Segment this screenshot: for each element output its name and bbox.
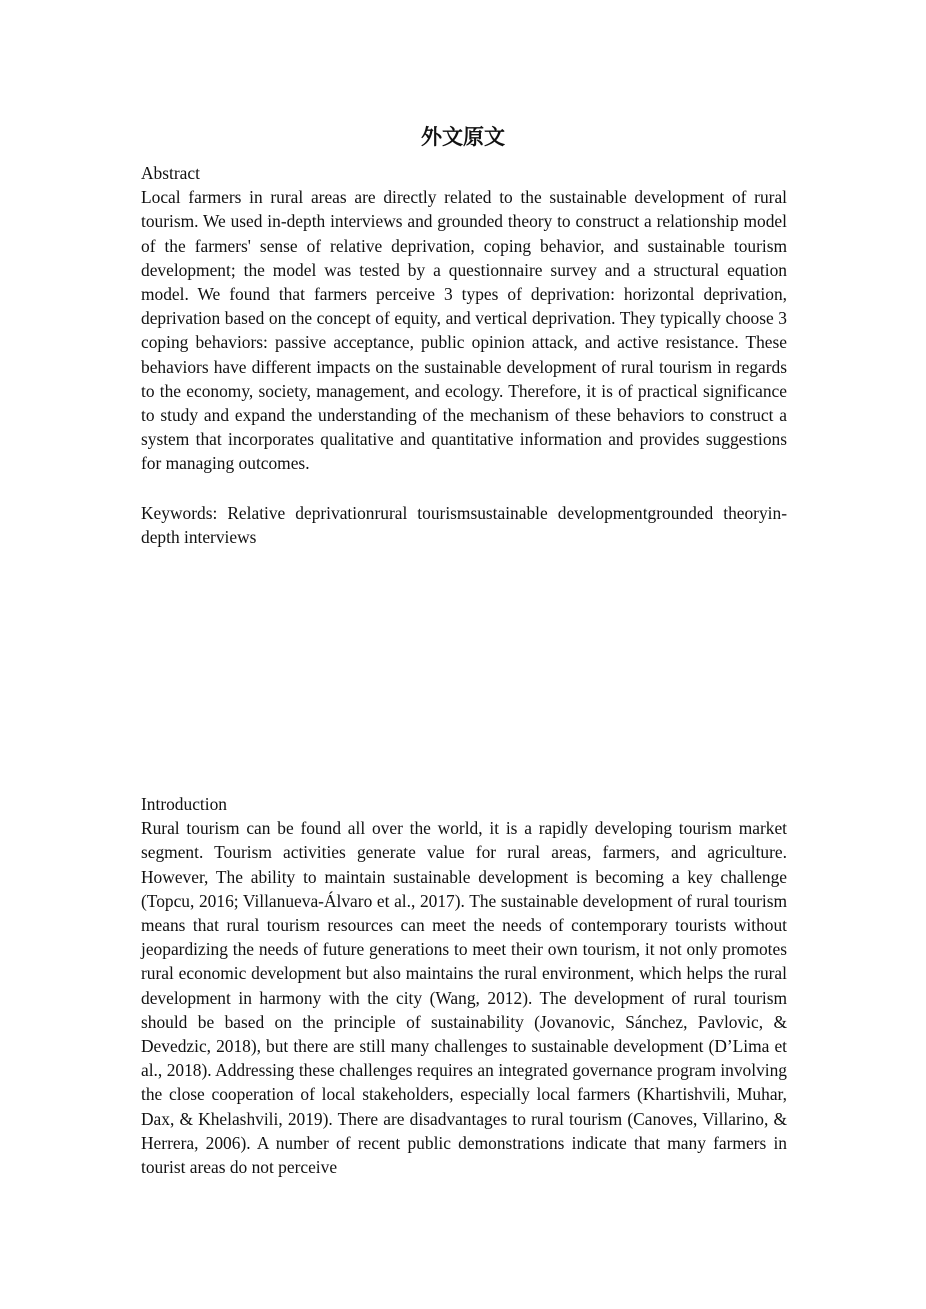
abstract-section [141, 161, 787, 476]
keywords-section [141, 501, 787, 549]
introduction-paragraph: Rural tourism can be found all over the world, it is a rapidly developing tourism market segment. Tourism activities generate value for rural areas, farmers, and agriculture. However, The ability to maintain sustainable development is becoming a key challenge (Topcu, 2016; Villanueva-Álvaro et al., 2017). The sustainable development of rural tourism means that rural tourism resources can meet the needs of contemporary tourists without jeopardizing the needs of future generations to meet their own tourism, it not only promotes rural economic development but also maintains the rural environment, which helps the rural development in harmony with the city (Wang, 2012). The development of rural tourism should be based on the principle of sustainability (Jovanovic, Sánchez, Pavlovic, & Devedzic, 2018), but there are still many challenges to sustainable development (D’Lima et al., 2018). Addressing these challenges requires an integrated governance program involving the close cooperation of local stakeholders, especially local farmers (Khartishvili, Muhar, Dax, & Khelashvili, 2019). There are disadvantages to rural tourism (Canoves, Villarino, & Herrera, 2006). A number of recent public demonstrations indicate that many farmers in tourist areas do not perceive [141, 818, 787, 1178]
introduction-section [141, 792, 787, 1179]
abstract-heading: Abstract [141, 163, 200, 183]
document-title: 外文原文 [421, 125, 505, 149]
keywords-paragraph: Keywords: Relative deprivationrural tourismsustainable developmentgrounded theoryin-depth interviews [141, 503, 787, 548]
introduction-heading: Introduction [141, 794, 227, 814]
abstract-paragraph: Local farmers in rural areas are directly related to the sustainable development of rural tourism. We used in-depth interviews and grounded theory to construct a relationship model of the farmers' sense of relative deprivation, coping behavior, and sustainable tourism development; the model was tested by a questionnaire survey and a structural equation model. We found that farmers perceive 3 types of deprivation: horizontal deprivation, deprivation based on the concept of equity, and vertical deprivation. They typically choose 3 coping behaviors: passive acceptance, public opinion attack, and active resistance. These behaviors have different impacts on the sustainable development of rural tourism in regards to the economy, society, management, and ecology. Therefore, it is of practical significance to study and expand the understanding of the mechanism of these behaviors to construct a system that incorporates qualitative and quantitative information and provides suggestions for managing outcomes. [141, 187, 787, 474]
